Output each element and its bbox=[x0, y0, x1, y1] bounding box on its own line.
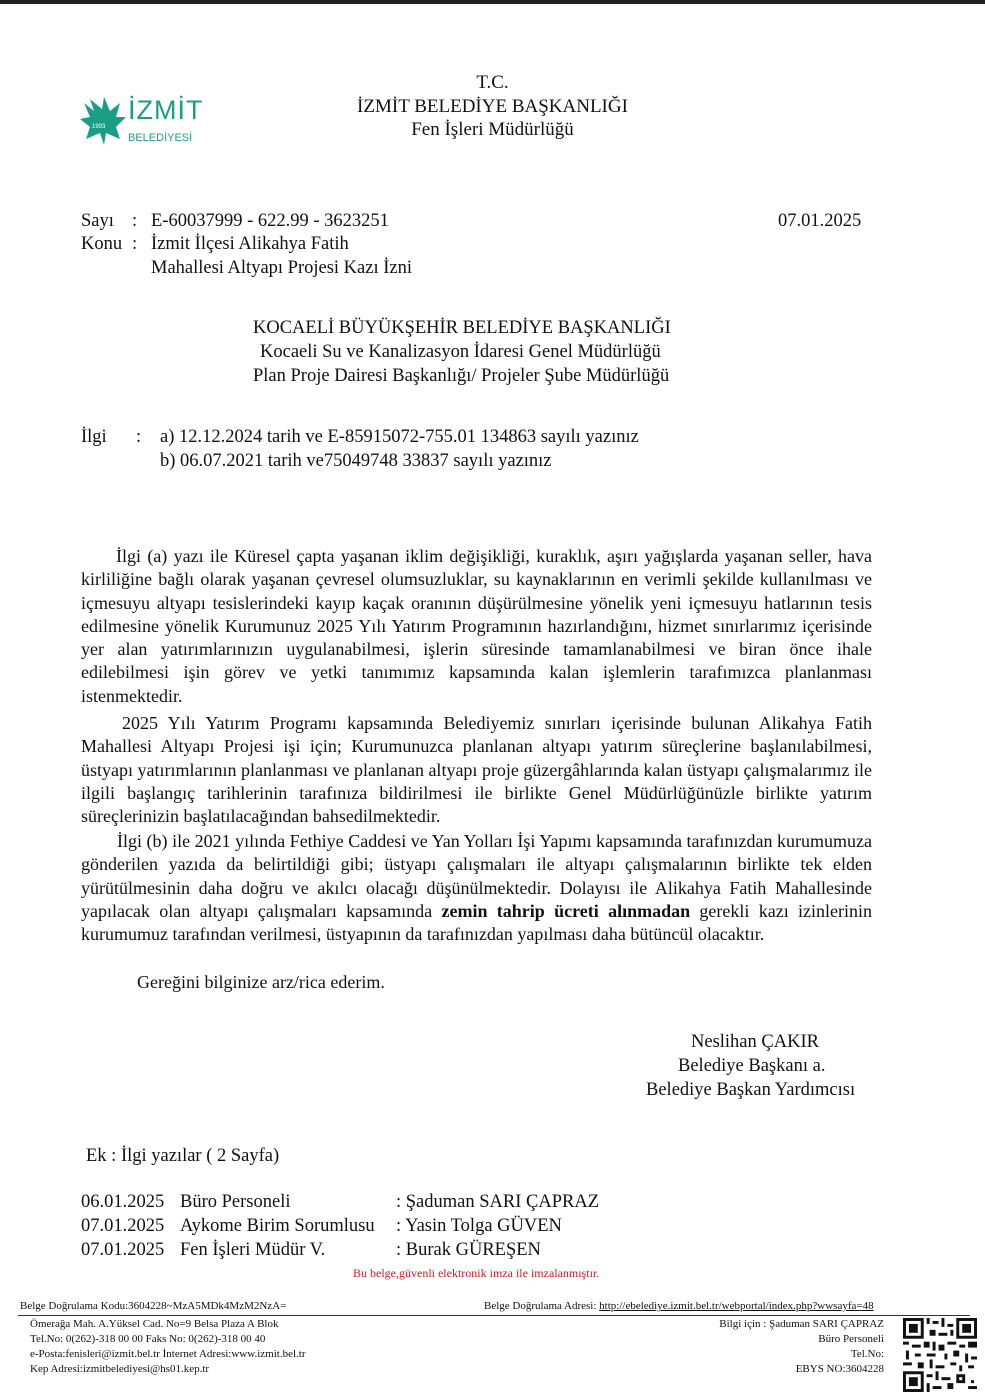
logo-subtitle: BELEDİYESİ bbox=[128, 132, 193, 144]
recipient-line-2: Kocaeli Su ve Kanalizasyon İdaresi Genel Müdürlüğü bbox=[260, 342, 661, 362]
approval-name: : Yasin Tolga GÜVEN bbox=[396, 1216, 562, 1236]
konu-line-1: İzmit İlçesi Alikahya Fatih bbox=[151, 234, 349, 254]
ilgi-b: b) 06.07.2021 tarih ve75049748 33837 sayılı yazınız bbox=[160, 451, 552, 471]
footer-info-4: EBYS NO:3604228 bbox=[795, 1363, 884, 1375]
footer-info-1: Bilgi için : Şaduman SARI ÇAPRAZ bbox=[719, 1318, 884, 1330]
approval-date: 07.01.2025 bbox=[81, 1216, 165, 1236]
approval-name: : Şaduman SARI ÇAPRAZ bbox=[396, 1192, 600, 1212]
signer-title-1: Belediye Başkanı a. bbox=[678, 1056, 826, 1076]
ilgi-label: İlgi bbox=[81, 427, 107, 447]
footer-rule bbox=[18, 1315, 970, 1316]
ilgi-a: a) 12.12.2024 tarih ve E-85915072-755.01 134863 sayılı yazınız bbox=[160, 427, 639, 447]
header-institution: İZMİT BELEDİYE BAŞKANLIĞI bbox=[357, 96, 628, 117]
paragraph-1: İlgi (a) yazı ile Küresel çapta yaşanan iklim değişikliği, kuraklık, aşırı yağışlarda yaşanan seller, hava kirliliğine bağlı olarak yaşanan çevresel olumsuzluklar, su kaynaklarının en verimli şekilde kullanılması ve içmesuyu altyapı tesislerindeki kayıp kaçak oranının düşürülmesine yönelik yeni içmesuyu hatlarının tesis edilmesine yönelik Kurumunuz 2025 Yılı Yatırım Programının hazırlandığını, hizmet sınırlarımız içerisinde yer alan yatırımlarınızın uygulanabilmesi, işlerin süresinde tamamlanabilmesi ve biran önce ihale edilebilmesi işin görev ve yetki tanımımız kapsamında kalan işlemlerin tarafımızca planlanması istenmektedir. bbox=[81, 546, 872, 706]
header-tc: T.C. bbox=[476, 72, 509, 93]
recipient-line-1: KOCAELİ BÜYÜKŞEHİR BELEDİYE BAŞKANLIĞI bbox=[253, 318, 671, 338]
header-department: Fen İşleri Müdürlüğü bbox=[411, 119, 574, 140]
emphasis: zemin tahrip ücreti alınmadan bbox=[441, 900, 691, 921]
sayi-label: Sayı bbox=[81, 211, 114, 231]
footer-address-1: Ömerağa Mah. A.Yüksel Cad. No=9 Belsa Plaza A Blok bbox=[30, 1318, 279, 1330]
ilgi-sep: : bbox=[136, 427, 142, 447]
paragraph-3: İlgi (b) ile 2021 yılında Fethiye Caddesi ve Yan Yolları İşi Yapımı kapsamında tarafınızdan kurumumuza gönderilen yazıda da belirtildiği gibi; üstyapı çalışmaları ile altyapı çalışmalarının birlikte tek elden yürütülmesinin daha doğru ve akılcı olacağı düşünülmektedir. Dolayısı ile Alikahya Fatih Mahallesinde yapılacak olan altyapı çalışmaları kapsamında zemin tahrip ücreti alınmadan gerekli kazı izinlerinin kurumumuz tarafından verilmesi, üstyapının da tarafınızdan yapılması daha bütüncül olacaktır. bbox=[81, 831, 872, 945]
approval-date: 06.01.2025 bbox=[81, 1192, 165, 1212]
signer-title-2: Belediye Başkan Yardımcısı bbox=[646, 1080, 856, 1100]
footer-info-3: Tel.No: bbox=[850, 1348, 884, 1360]
logo-wordmark: İZMİT bbox=[128, 95, 204, 125]
approval-role: Büro Personeli bbox=[180, 1192, 291, 1212]
verify-link[interactable]: http://ebelediye.izmit.bel.tr/webportal/index.php?wwsayfa=48 bbox=[599, 1300, 874, 1312]
konu-label: Konu bbox=[81, 234, 123, 254]
qr-code-icon bbox=[903, 1318, 977, 1392]
footer-address-2: Tel.No: 0(262)-318 00 00 Faks No: 0(262)-318 00 40 bbox=[30, 1333, 266, 1345]
footer-info-2: Büro Personeli bbox=[818, 1333, 884, 1345]
approval-role: Fen İşleri Müdür V. bbox=[180, 1240, 326, 1260]
document-date: 07.01.2025 bbox=[778, 211, 862, 231]
signer-name: Neslihan ÇAKIR bbox=[691, 1032, 819, 1052]
footer-address-3: e-Posta:fenisleri@izmit.bel.tr İnternet Adresi:www.izmit.bel.tr bbox=[30, 1348, 306, 1360]
approval-role: Aykome Birim Sorumlusu bbox=[180, 1216, 375, 1236]
verify-code: Belge Doğrulama Kodu:3604228~MzA5MDk4MzM2NzA= bbox=[20, 1300, 287, 1312]
approval-date: 07.01.2025 bbox=[81, 1240, 165, 1260]
recipient-line-3: Plan Proje Dairesi Başkanlığı/ Projeler Şube Müdürlüğü bbox=[253, 366, 670, 386]
verify-address: Belge Doğrulama Adresi: http://ebelediye.izmit.bel.tr/webportal/index.php?wwsayfa=48 bbox=[484, 1300, 874, 1312]
esign-note: Bu belge,güvenli elektronik imza ile imzalanmıştır. bbox=[353, 1266, 600, 1280]
konu-sep: : bbox=[132, 234, 138, 254]
attachment-note: Ek : İlgi yazılar ( 2 Sayfa) bbox=[86, 1146, 280, 1166]
sayi-value: E-60037999 - 622.99 - 3623251 bbox=[151, 211, 389, 231]
scan-edge bbox=[0, 0, 985, 4]
approval-name: : Burak GÜREŞEN bbox=[396, 1240, 541, 1260]
closing-line: Gereğini bilginize arz/rica ederim. bbox=[137, 972, 385, 992]
sayi-sep: : bbox=[132, 211, 138, 231]
svg-text:1993: 1993 bbox=[92, 124, 106, 130]
konu-line-2: Mahallesi Altyapı Projesi Kazı İzni bbox=[151, 258, 412, 278]
paragraph-2: 2025 Yılı Yatırım Programı kapsamında Belediyemiz sınırları içerisinde bulunan Alikahya Fatih Mahallesi Altyapı Projesi işi için; Kurumunuzca planlanan altyapı yatırım süreçlerine başlanılabilmesi, üstyapı yatırımlarının planlanması ve planlanan altyapı proje güzergâhlarında kalan üstyapı çalışmalarımız ile ilgili başlangıç tarihlerinin tarafınıza bildirilmesi ile birlikte Genel Müdürlüğünüzle birlikte yatırım süreçlerinizin başlatılacağından bahsedilmektedir. bbox=[81, 713, 872, 827]
footer-address-4: Kep Adresi:izmitbelediyesi@hs01.kep.tr bbox=[30, 1363, 210, 1375]
